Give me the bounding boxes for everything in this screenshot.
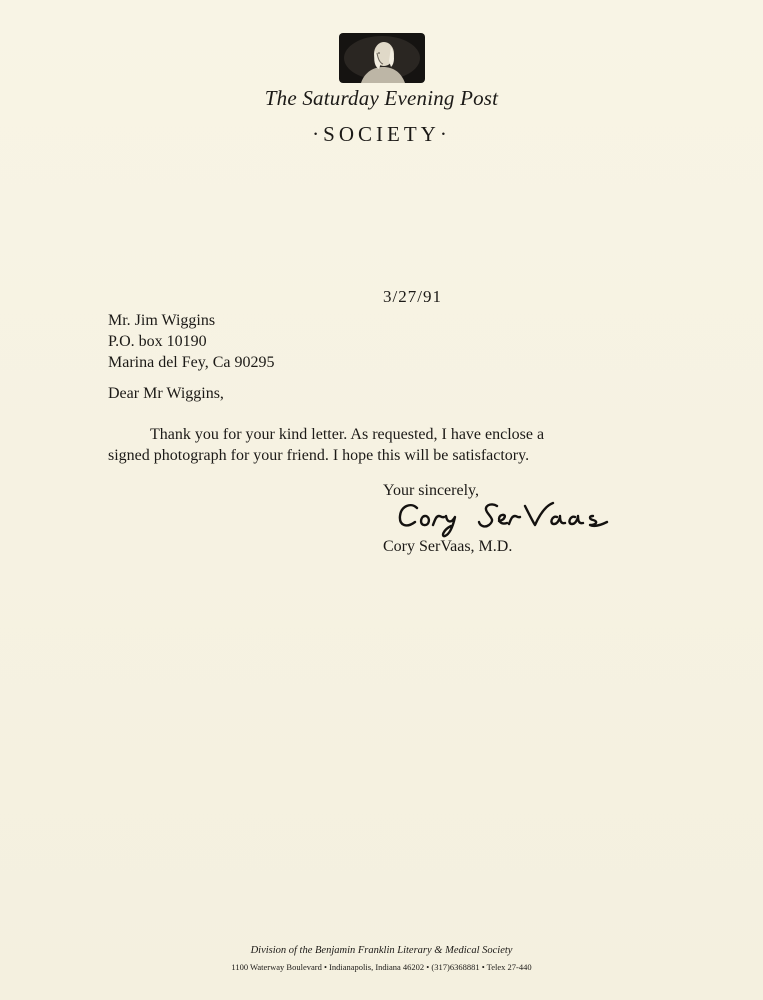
footer-division: Division of the Benjamin Franklin Literary & Medical Society <box>250 945 513 956</box>
salutation: Dear Mr Wiggins, <box>108 385 224 402</box>
recipient-address-line1: P.O. box 10190 <box>108 333 207 350</box>
recipient-name: Mr. Jim Wiggins <box>108 312 216 329</box>
recipient-address <box>108 310 274 373</box>
society-title: ·SOCIETY· <box>312 122 451 146</box>
recipient-address-line2: Marina del Fey, Ca 90295 <box>108 354 275 371</box>
benjamin-franklin-portrait-icon <box>339 33 425 83</box>
closing: Your sincerely, <box>383 482 479 499</box>
letter-body-line1: Thank you for your kind letter. As requested, I have enclose a <box>150 426 545 443</box>
letter-date: 3/27/91 <box>383 287 442 306</box>
letter-body <box>108 424 643 466</box>
footer-address: 1100 Waterway Boulevard • Indianapolis, Indiana 46202 • (317)6368881 • Telex 27-440 <box>231 962 532 972</box>
handwritten-signature <box>395 494 645 538</box>
letter-body-line2: signed photograph for your friend. I hope this will be satisfactory. <box>108 447 530 464</box>
publication-name: The Saturday Evening Post <box>264 86 499 110</box>
signer-name: Cory SerVaas, M.D. <box>383 538 513 555</box>
